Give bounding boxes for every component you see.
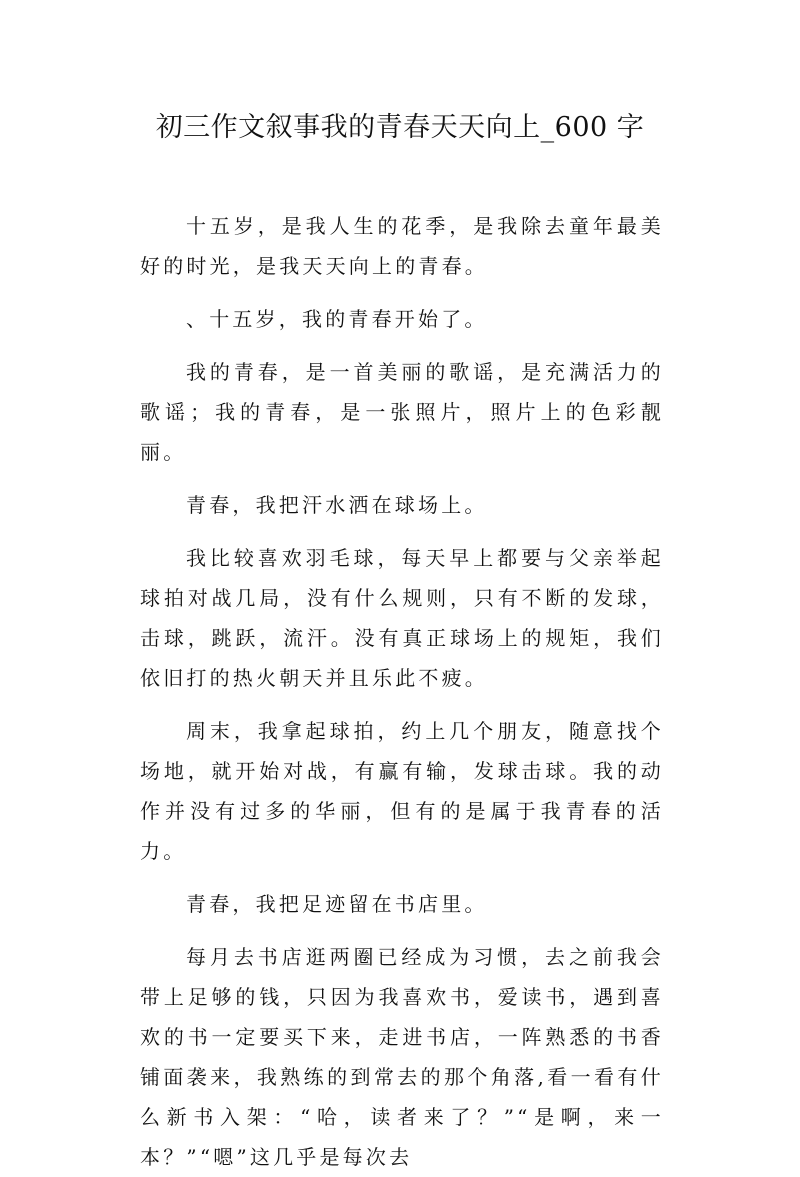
document-title: 初三作文叙事我的青春天天向上_600 字 — [155, 112, 645, 143]
paragraph: 我比较喜欢羽毛球，每天早上都要与父亲举起球拍对战几局，没有什么规则，只有不断的发球，击球，跳跃，流汗。没有真正球场上的规矩，我们依旧打的热火朝天并且乐此不疲。 — [140, 546, 664, 690]
paragraph: 周末，我拿起球拍，约上几个朋友，随意找个场地，就开始对战，有赢有输，发球击球。我的动作并没有过多的华丽，但有的是属于我青春的活力。 — [140, 719, 664, 863]
document-body — [140, 206, 664, 1177]
paragraph: 青春，我把足迹留在书店里。 — [186, 892, 488, 916]
paragraph: 、十五岁，我的青春开始了。 — [186, 307, 488, 331]
paragraph: 我的青春，是一首美丽的歌谣，是充满活力的歌谣；我的青春，是一张照片，照片上的色彩靓丽。 — [140, 360, 664, 464]
paragraph: 每月去书店逛两圈已经成为习惯，去之前我会带上足够的钱，只因为我喜欢书，爱读书，遇到喜欢的书一定要买下来，走进书店，一阵熟悉的书香铺面袭来，我熟练的到常去的那个角落,看一看有什么新书入架：“哈，读者来了？”“是啊，来一本？”“嗯”这几乎是每次去 — [140, 945, 664, 1169]
paragraph: 青春，我把汗水洒在球场上。 — [186, 493, 488, 517]
paragraph: 十五岁，是我人生的花季，是我除去童年最美好的时光，是我天天向上的青春。 — [140, 214, 664, 278]
